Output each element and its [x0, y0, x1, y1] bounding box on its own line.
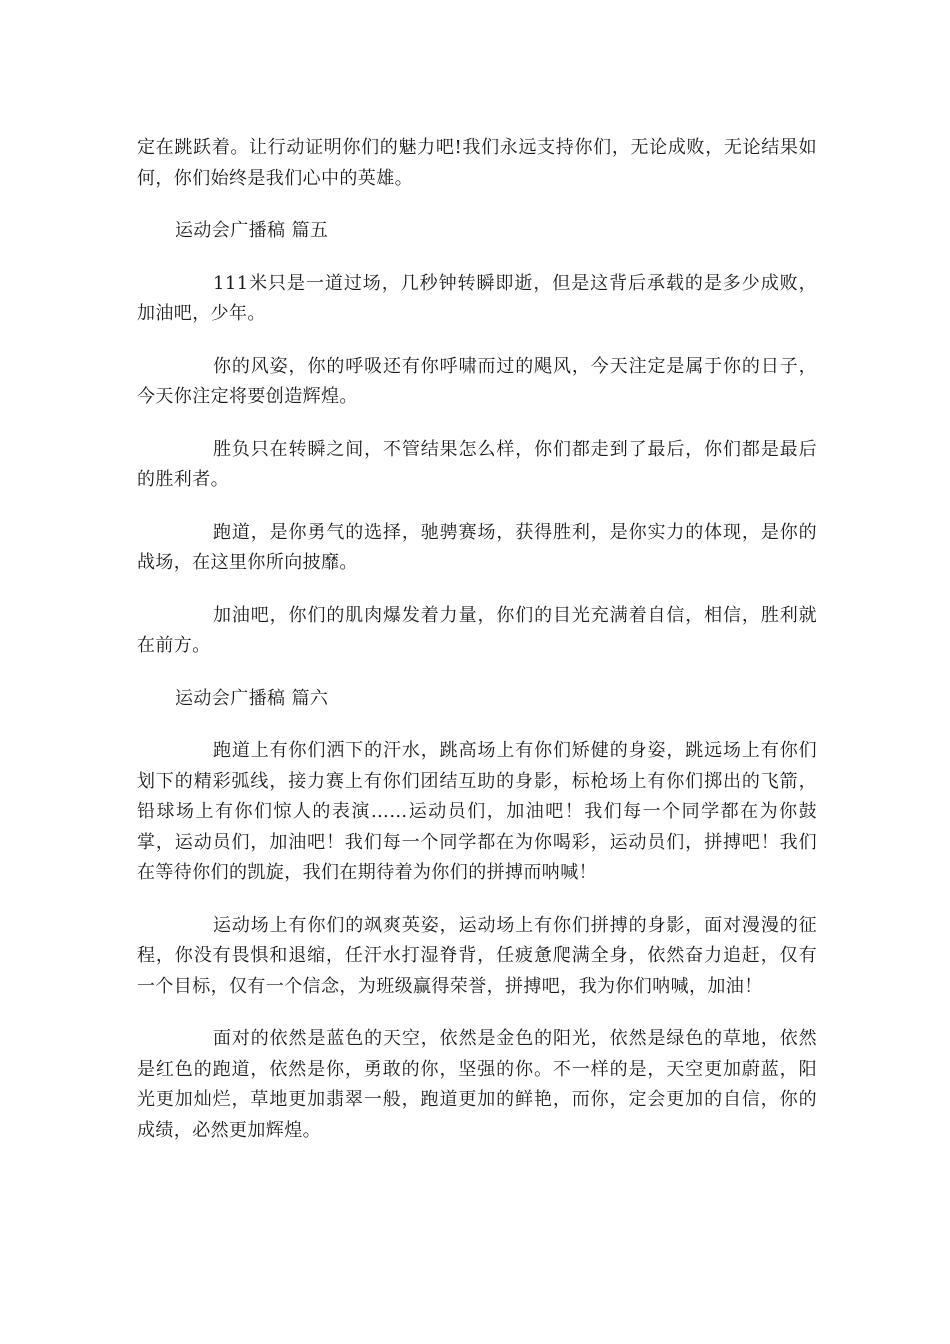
paragraph: 跑道，是你勇气的选择，驰骋赛场，获得胜利，是你实力的体现，是你的战场，在这里你所向披靡。: [137, 521, 817, 573]
document-body: [137, 133, 817, 1146]
spacer: [137, 413, 817, 435]
paragraph: 你的风姿，你的呼吸还有你呼啸而过的飓风，今天注定是属于你的日子，今天你注定将要创造辉煌。: [137, 355, 817, 407]
spacer: [137, 714, 817, 736]
section-heading-6: 运动会广播稿 篇六: [175, 687, 329, 709]
spacer: [137, 662, 817, 684]
paragraph: 面对的依然是蓝色的天空，依然是金色的阳光，依然是绿色的草地，依然是红色的跑道，依然是你，勇敢的你，坚强的你。不一样的是，天空更加蔚蓝，阳光更加灿烂，草地更加翡翠一般，跑道更加的鲜艳，而你，定会更加的自信，你的成绩，必然更加辉煌。: [137, 1028, 817, 1141]
paragraph: 加油吧，你们的肌肉爆发着力量，你们的目光充满着自信，相信，胜利就在前方。: [137, 604, 817, 656]
paragraph: 运动场上有你们的飒爽英姿，运动场上有你们拼搏的身影，面对漫漫的征程，你没有畏惧和退缩，任汗水打湿脊背，任疲惫爬满全身，依然奋力追赶，仅有一个目标，仅有一个信念，为班级赢得荣誉，拼搏吧，我为你们呐喊，加油！: [137, 914, 817, 997]
paragraph: 111米只是一道过场，几秒钟转瞬即逝，但是这背后承载的是多少成败，加油吧，少年。: [137, 272, 817, 324]
paragraph: 跑道上有你们洒下的汗水，跳高场上有你们矫健的身姿，跳远场上有你们划下的精彩弧线，接力赛上有你们团结互助的身影，标枪场上有你们掷出的飞箭，铅球场上有你们惊人的表演……运动员们，加油吧！我们每一个同学都在为你鼓掌，运动员们，加油吧！我们每一个同学都在为你喝彩，运动员们，拼搏吧！我们在等待你们的凯旋，我们在期待着为你们的拼搏而呐喊！: [137, 740, 817, 883]
spacer: [137, 330, 817, 352]
spacer: [137, 889, 817, 911]
paragraph-continuation: 定在跳跃着。让行动证明你们的魅力吧!我们永远支持你们，无论成败，无论结果如何，你们始终是我们心中的英雄。: [137, 137, 817, 189]
paragraph: 胜负只在转瞬之间，不管结果怎么样，你们都走到了最后，你们都是最后的胜利者。: [137, 438, 817, 490]
spacer: [137, 579, 817, 601]
section-heading-5: 运动会广播稿 篇五: [175, 220, 329, 241]
spacer: [137, 247, 817, 269]
spacer: [137, 194, 817, 216]
spacer: [137, 496, 817, 518]
spacer: [137, 1002, 817, 1024]
